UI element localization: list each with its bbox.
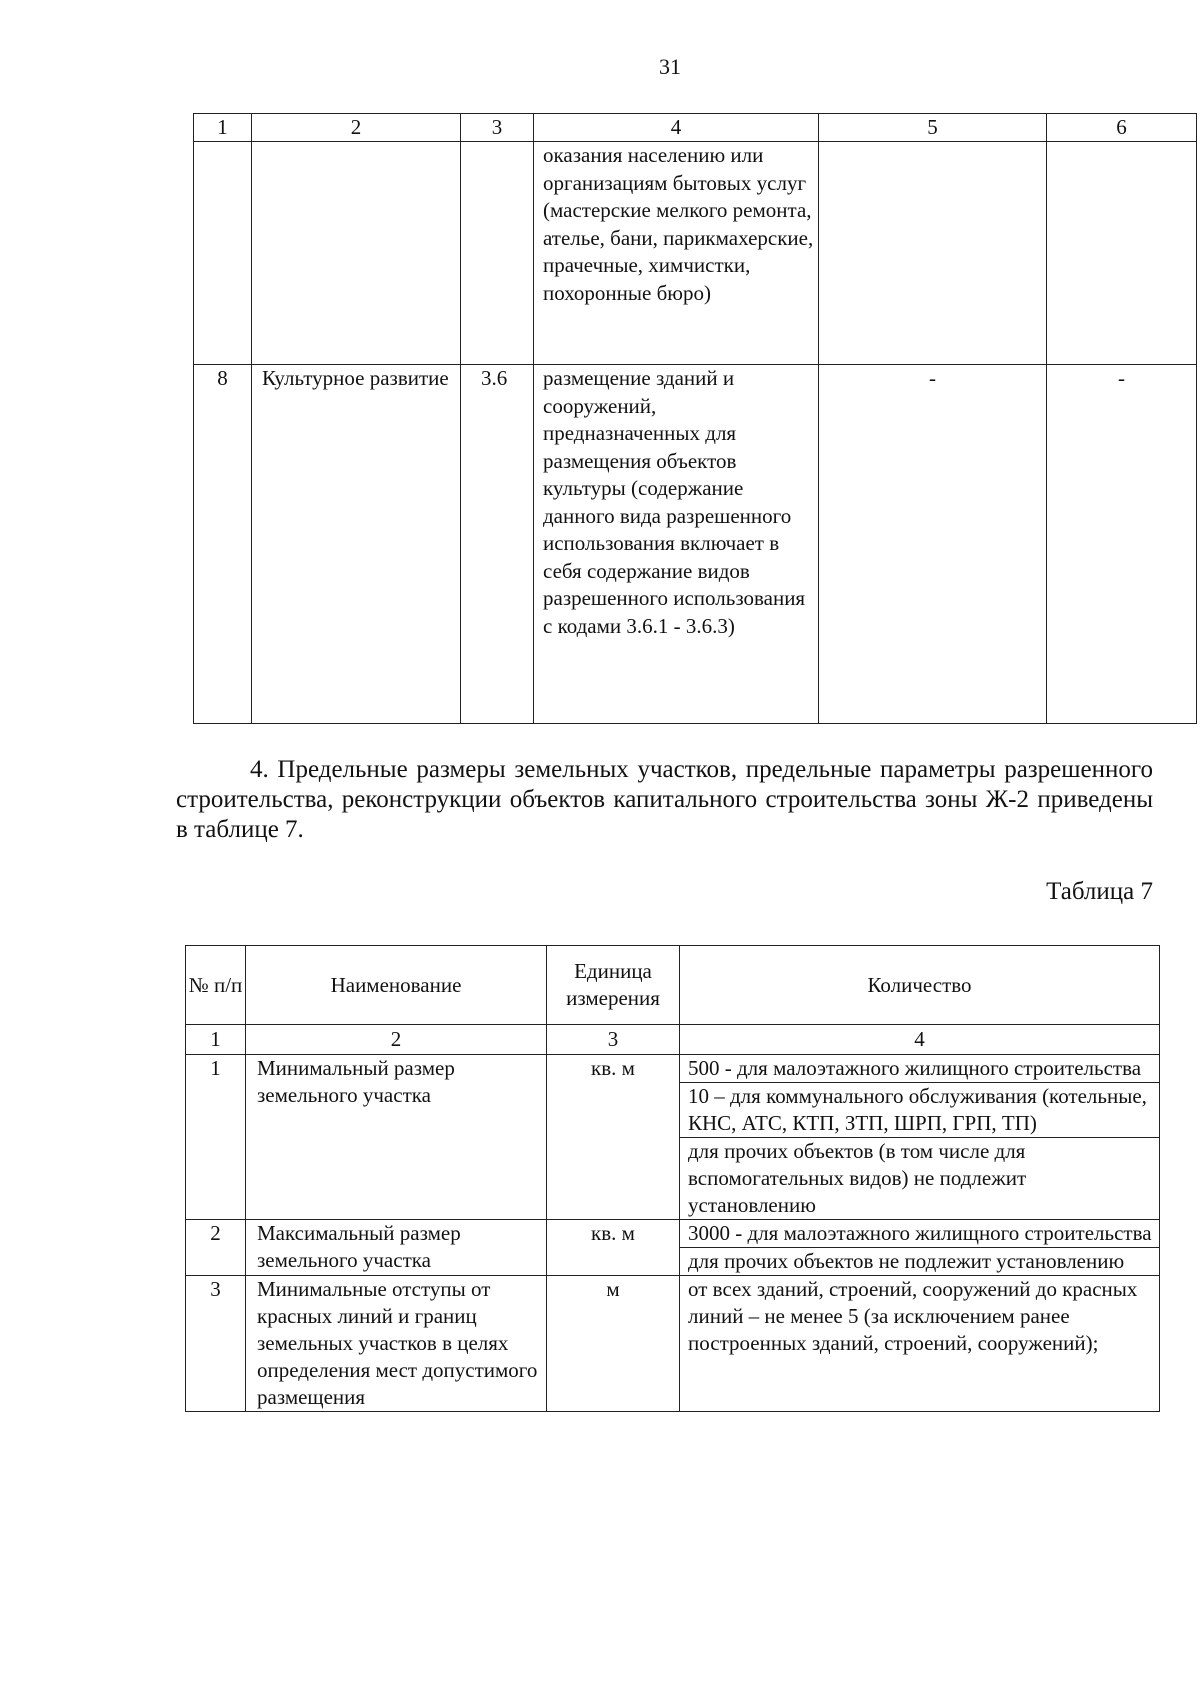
use-name: Культурное развитие	[252, 365, 461, 724]
header-number: № п/п	[186, 946, 246, 1025]
parameter-value: 10 – для коммунального обслуживания (котельные, КНС, АТС, КТП, ЗТП, ШРП, ГРП, ТП)	[680, 1083, 1159, 1138]
table-column-numbers	[194, 114, 1197, 142]
table-row	[194, 142, 1197, 365]
use-name	[252, 142, 461, 365]
column-number: 5	[819, 114, 1047, 142]
column-6-value: -	[1047, 365, 1197, 724]
page-number: 31	[659, 54, 681, 79]
row-number: 3	[186, 1276, 246, 1412]
header-name: Наименование	[246, 946, 547, 1025]
column-number: 2	[252, 114, 461, 142]
table-row	[186, 1220, 1160, 1276]
column-number: 1	[186, 1025, 246, 1055]
use-code: 3.6	[461, 365, 534, 724]
table-caption: Таблица 7	[1046, 878, 1153, 905]
parameter-value: 500 - для малоэтажного жилищного строительства	[680, 1055, 1159, 1083]
parameter-value: от всех зданий, строений, сооружений до красных линий – не менее 5 (за исключением ранее построенных зданий, строений, сооружений);	[688, 1277, 1138, 1355]
column-number: 4	[534, 114, 819, 142]
row-number: 1	[186, 1055, 246, 1220]
column-number: 6	[1047, 114, 1197, 142]
table-row	[186, 1055, 1160, 1220]
parameter-value: для прочих объектов не подлежит установлению	[688, 1249, 1125, 1273]
use-code	[461, 142, 534, 365]
use-description: оказания населению или организациям бытовых услуг (мастерские мелкого ремонта, ателье, бани, парикмахерские, прачечные, химчистки, похоронные бюро)	[534, 142, 819, 365]
use-description: размещение зданий и сооружений, предназначенных для размещения объектов культуры (содержание данного вида разрешенного использования включает в себя содержание видов разрешенного использования с кодами 3.6.1 - 3.6.3)	[534, 365, 819, 724]
row-number: 8	[194, 365, 252, 724]
row-number: 2	[186, 1220, 246, 1276]
parameter-values	[680, 1220, 1160, 1276]
column-6-value	[1047, 142, 1197, 365]
table-7	[185, 945, 1160, 1412]
column-number: 4	[680, 1025, 1160, 1055]
parameter-name: Минимальный размер земельного участка	[246, 1055, 547, 1220]
row-number	[194, 142, 252, 365]
column-5-value: -	[819, 365, 1047, 724]
parameter-value: для прочих объектов (в том числе для вспомогательных видов) не подлежит установлению	[688, 1139, 1027, 1217]
parameter-unit: кв. м	[547, 1055, 680, 1220]
body-paragraph: 4. Предельные размеры земельных участков, предельные параметры разрешенного строительства, реконструкции объектов капитального строительства зоны Ж-2 приведены в таблице 7.	[176, 756, 1153, 843]
column-number: 3	[461, 114, 534, 142]
continued-table	[193, 113, 1197, 724]
parameter-unit: м	[547, 1276, 680, 1412]
parameter-name: Максимальный размер земельного участка	[246, 1220, 547, 1276]
table-row	[194, 365, 1197, 724]
column-number: 1	[194, 114, 252, 142]
parameter-values	[680, 1055, 1160, 1220]
header-unit: Единица измерения	[547, 946, 680, 1025]
column-number: 2	[246, 1025, 547, 1055]
column-5-value	[819, 142, 1047, 365]
parameter-unit: кв. м	[547, 1220, 680, 1276]
column-number: 3	[547, 1025, 680, 1055]
parameter-values	[680, 1276, 1160, 1412]
table-column-numbers	[186, 1025, 1160, 1055]
table-header-row	[186, 946, 1160, 1025]
table-row	[186, 1276, 1160, 1412]
parameter-value: 3000 - для малоэтажного жилищного строительства	[680, 1220, 1159, 1248]
parameter-name: Минимальные отступы от красных линий и границ земельных участков в целях определения мест допустимого размещения	[246, 1276, 547, 1412]
header-quantity: Количество	[680, 946, 1160, 1025]
